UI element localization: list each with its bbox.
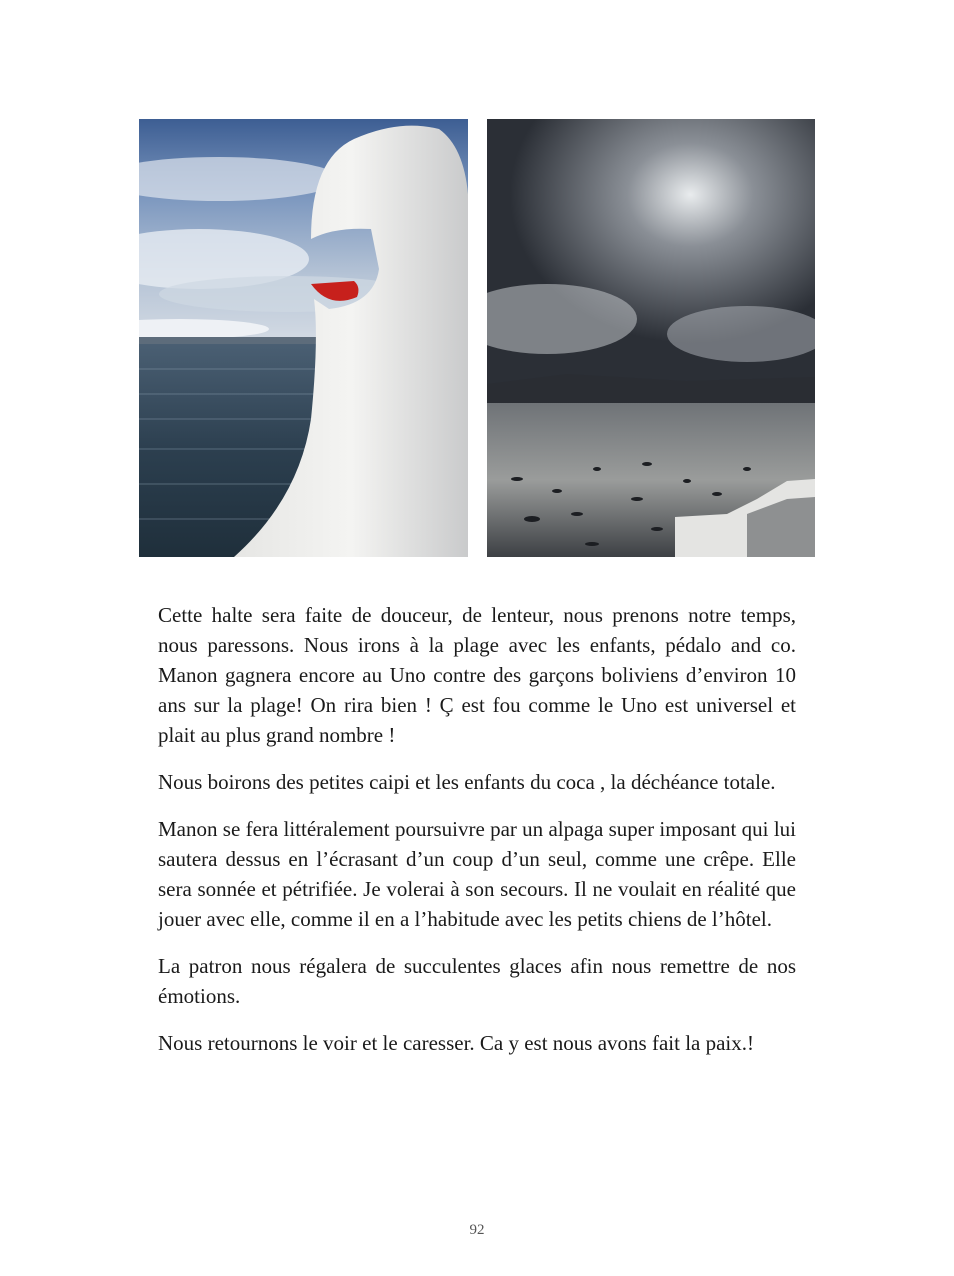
paragraph: Nous boirons des petites caipi et les enfants du coca , la déchéance totale. [158, 770, 776, 794]
paragraph: Nous retournons le voir et le caresser. Ca y est nous avons fait la paix.! [158, 1031, 755, 1055]
lake-sunset-photo [487, 119, 815, 557]
paragraph: La patron nous régalera de succulentes glaces afin nous remettre de nos émotions. [158, 954, 796, 1008]
paragraph: Cette halte sera faite de douceur, de lenteur, nous prenons notre temps, nous paressons. Nous irons à la plage avec les enfants, pédalo and co. Manon gagnera encore au Uno contre des garçons boliviens d’environ 10 ans sur la plage! On rira bien ! Ç est fou comme le Uno est universel et plait au plus grand nombre ! [158, 603, 796, 747]
paragraph: Manon se fera littéralement poursuivre par un alpaga super imposant qui lui sautera dessus en l’écrasant d’un coup d’un seul, comme une crêpe. Elle sera sonnée et pétrifiée. Je volerai à son secours. Il ne voulait en réalité que jouer avec elle, comme il en a l’habitude avec les petits chiens de l’hôtel. [158, 817, 796, 931]
body-text [158, 600, 796, 1075]
swan-boat-photo [139, 119, 468, 557]
lake-sunset-image [487, 119, 815, 557]
page-number: 92 [469, 1222, 485, 1238]
swan-boat-image [139, 119, 468, 557]
